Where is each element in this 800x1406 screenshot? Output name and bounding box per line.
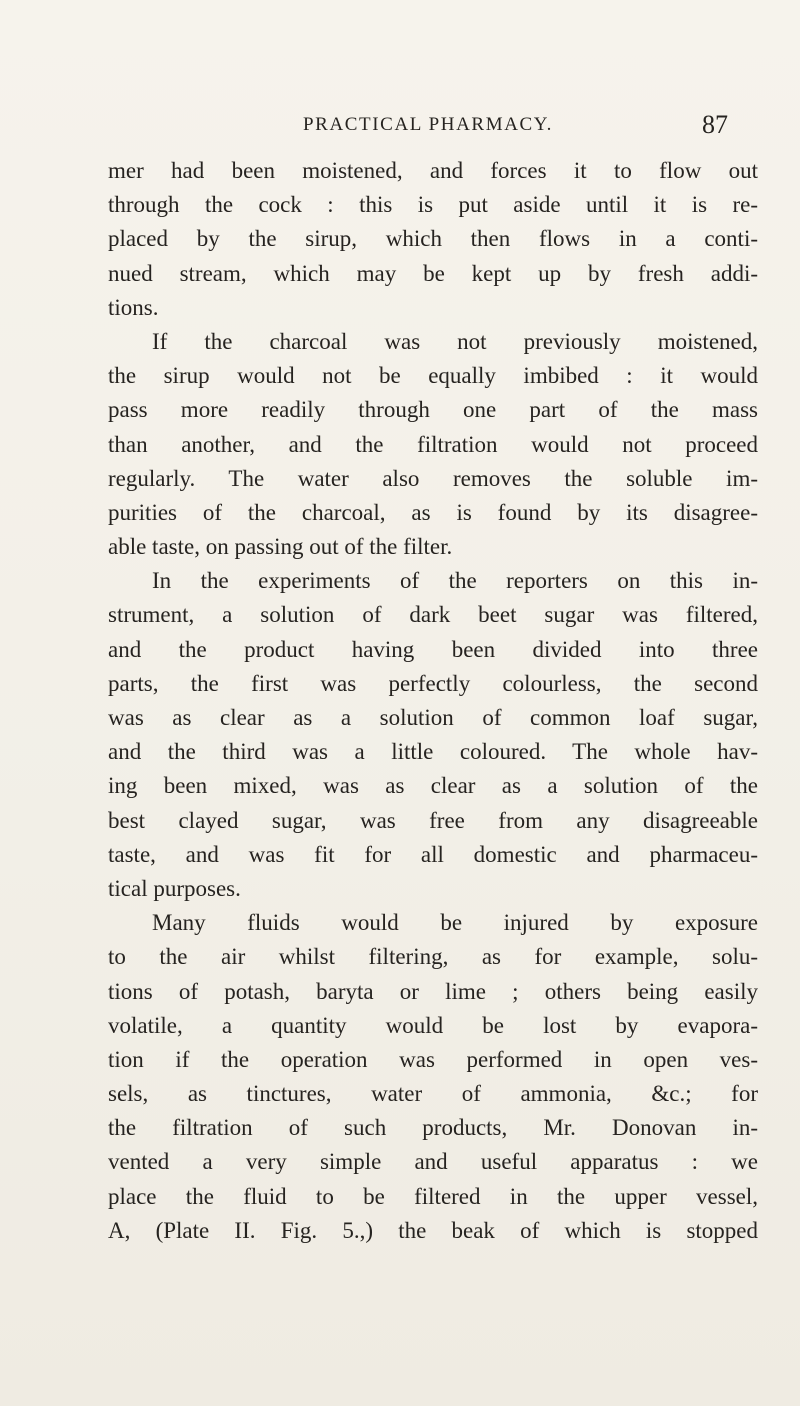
text-line: parts, the first was perfectly colourless, the second [108,670,758,696]
text-line: the filtration of such products, Mr. Donovan in- [108,1115,758,1141]
text-line: than another, and the filtration would not proceed [108,431,758,457]
text-line: tion if the operation was performed in open ves- [108,1046,758,1072]
page-number: 87 [702,110,728,139]
text-line: regularly. The water also removes the soluble im- [108,465,758,491]
text-line: was as clear as a solution of common loaf sugar, [108,705,758,730]
text-line: vented a very simple and useful apparatus : we [108,1149,758,1175]
text-line: strument, a solution of dark beet sugar was filtered, [108,602,758,628]
text-line: tions of potash, baryta or lime ; others being easily [108,978,758,1004]
text-line: purities of the charcoal, as is found by its disagree- [108,499,758,525]
text-line: and the product having been divided into three [108,636,758,662]
text-line: mer had been moistened, and forces it to flow out [108,158,758,183]
text-line: able taste, on passing out of the filter. [108,534,453,560]
text-line: placed by the sirup, which then flows in a conti- [108,226,758,252]
body-text [108,154,758,1248]
text-line: volatile, a quantity would be lost by evapora- [108,1012,758,1038]
text-line: tions. [108,294,159,320]
text-line: If the charcoal was not previously moistened, [152,328,758,354]
running-head: PRACTICAL PHARMACY. [303,114,554,135]
text-line: nued stream, which may be kept up by fresh addi- [108,260,758,286]
text-line: place the fluid to be filtered in the upper vessel, [108,1183,758,1209]
text-line: the sirup would not be equally imbibed : it would [108,363,758,389]
text-line: Many fluids would be injured by exposure [152,910,758,936]
text-line: sels, as tinctures, water of ammonia, &c.; for [108,1081,758,1107]
text-line: A, (Plate II. Fig. 5.,) the beak of which is stopped [108,1217,758,1243]
text-line: tical purposes. [108,875,241,901]
text-line: through the cock : this is put aside until it is re- [108,192,758,218]
text-line: In the experiments of the reporters on this in- [152,568,758,594]
text-line: ing been mixed, was as clear as a solution of the [108,773,758,799]
text-line: to the air whilst filtering, as for example, solu- [108,944,758,970]
page-header [0,112,800,142]
text-line: taste, and was fit for all domestic and pharmaceu- [108,841,758,867]
text-line: and the third was a little coloured. The whole hav- [108,739,758,765]
text-line: pass more readily through one part of the mass [108,397,758,423]
text-line: best clayed sugar, was free from any disagreeable [108,807,758,833]
